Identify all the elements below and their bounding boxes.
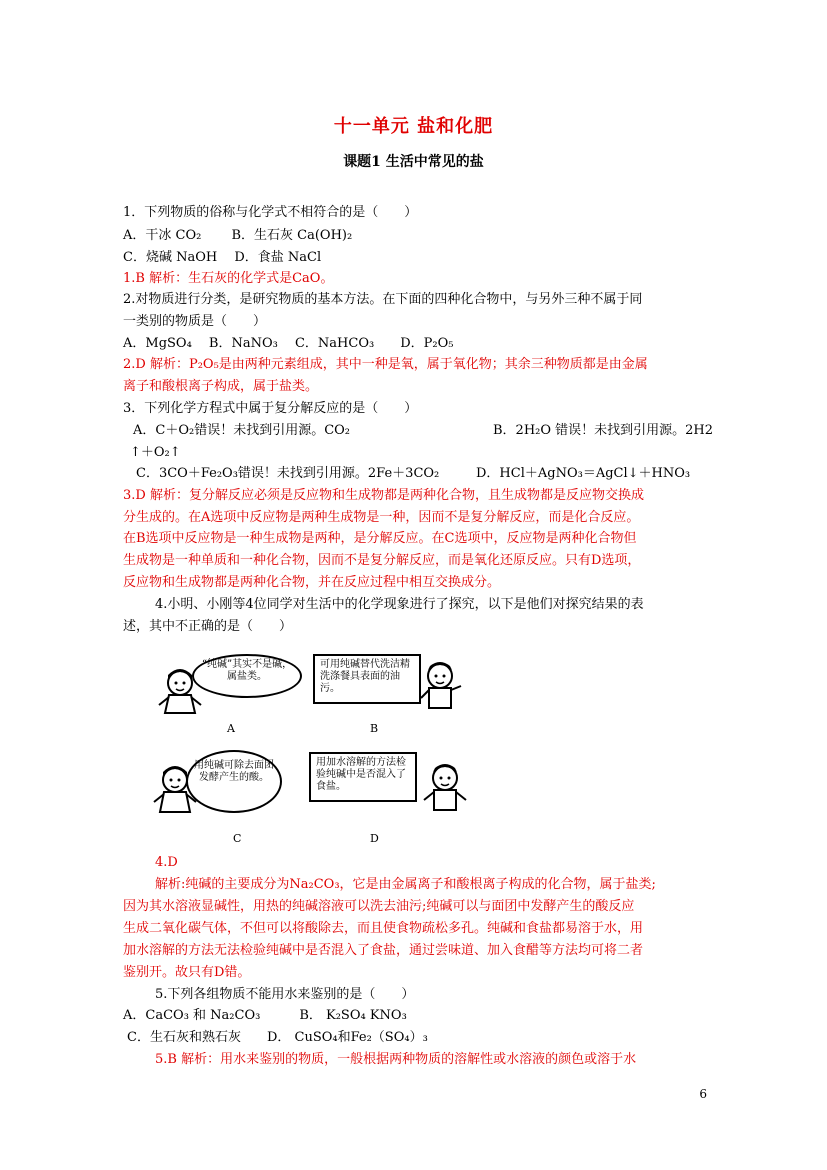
q4-stem-1: 4.小明、小刚等4位同学对生活中的化学现象进行了探究，以下是他们对探究结果的表 (155, 597, 644, 612)
q4-answer-5: 鉴别开。故只有D错。 (123, 965, 251, 980)
q2-answer-1: 2.D 解析：P₂O₅是由两种元素组成，其中一种是氧，属于氧化物；其余三种物质都是由金属 (123, 357, 648, 372)
q4-stem-2: 述，其中不正确的是（ ） (123, 619, 293, 634)
q1-answer: 1.B 解析：生石灰的化学式是CaO。 (123, 271, 334, 286)
q3-option-b-cont: ↑＋O₂↑ (130, 445, 181, 460)
q3-option-b: B．2H₂O 错误！未找到引用源。2H2 (493, 423, 714, 438)
q2-stem-2: 一类别的物质是（ ） (123, 314, 267, 329)
speech-bubble-d: 用加水溶解的方法检验纯碱中是否混入了食盐。 (309, 752, 417, 802)
figure-label-c: C (233, 832, 242, 845)
q4-answer-0: 4.D (155, 855, 178, 870)
q4-answer-4: 加水溶解的方法无法检验纯碱中是否混入了食盐，通过尝味道、加入食醋等方法均可将二者 (123, 943, 644, 958)
q4-answer-3: 生成二氧化碳气体，不但可以将酸除去，而且使食物疏松多孔。纯碱和食盐都易溶于水，用 (123, 921, 644, 936)
figure-label-b: B (370, 722, 379, 735)
q3-option-d: D．HCl＋AgNO₃＝AgCl↓＋HNO₃ (476, 466, 691, 481)
q3-stem: 3．下列化学方程式中属于复分解反应的是（ ） (123, 401, 418, 416)
q3-option-c: C．3CO＋Fe₂O₃错误！未找到引用源。2Fe＋3CO₂ (136, 466, 440, 481)
q3-answer-5: 反应物和生成物都是两种化合物，并在反应过程中相互交换成分。 (123, 575, 501, 590)
q5-stem: 5.下列各组物质不能用水来鉴别的是（ ） (155, 987, 415, 1002)
boy-figure-b-icon (415, 658, 465, 710)
q4-answer-2: 因为其水溶液显碱性，用热的纯碱溶液可以洗去油污;纯碱可以与面团中发酵产生的酸反应 (123, 899, 635, 914)
speech-bubble-b: 可用纯碱替代洗洁精洗涤餐具表面的油污。 (313, 654, 421, 704)
speech-bubble-a: “纯碱”其实不是碱，属盐类。 (192, 654, 302, 698)
unit-title: 十一单元 盐和化肥 (333, 116, 494, 137)
q5-options-cd: C．生石灰和熟石灰 D． CuSO₄和Fe₂（SO₄）₃ (127, 1030, 428, 1045)
q1-options-cd: C．烧碱 NaOH D．食盐 NaCl (123, 250, 322, 265)
q3-answer-1: 3.D 解析：复分解反应必须是反应物和生成物都是两种化合物，且生成物都是反应物交换成 (123, 488, 644, 503)
q3-answer-3: 在B选项中反应物是一种生成物是两种，是分解反应。在C选项中，反应物是两种化合物但 (123, 531, 637, 546)
page-number: 6 (699, 1087, 707, 1101)
figure-label-d: D (370, 832, 379, 845)
q5-options-ab: A．CaCO₃ 和 Na₂CO₃ B． K₂SO₄ KNO₃ (123, 1008, 407, 1023)
q1-options-ab: A．干冰 CO₂ B．生石灰 Ca(OH)₂ (123, 228, 353, 243)
q2-stem-1: 2.对物质进行分类，是研究物质的基本方法。在下面的四种化合物中，与另外三种不属于同 (123, 292, 643, 307)
figure-label-a: A (227, 722, 235, 735)
q3-option-a: A．C＋O₂错误！未找到引用源。CO₂ (133, 423, 351, 438)
q4-answer-1: 解析:纯碱的主要成分为Na₂CO₃，它是由金属离子和酸根离子构成的化合物，属于盐类; (155, 877, 656, 892)
q2-answer-2: 离子和酸根离子构成，属于盐类。 (123, 379, 319, 394)
boy-figure-d-icon (420, 760, 470, 812)
lesson-subtitle: 课题1 生活中常见的盐 (343, 154, 484, 170)
speech-bubble-c: 用纯碱可除去面团发酵产生的酸。 (186, 750, 282, 813)
q3-answer-2: 分生成的。在A选项中反应物是两种生成物是一种，因而不是复分解反应，而是化合反应。 (123, 510, 640, 525)
q1-stem: 1．下列物质的俗称与化学式不相符合的是（ ） (123, 205, 418, 220)
q2-options: A．MgSO₄ B．NaNO₃ C．NaHCO₃ D．P₂O₅ (123, 336, 454, 351)
q5-answer-1: 5.B 解析：用水来鉴别的物质，一般根据两种物质的溶解性或水溶液的颜色或溶于水 (155, 1052, 637, 1067)
q3-answer-4: 生成物是一种单质和一种化合物，因而不是复分解反应，而是氧化还原反应。只有D选项， (123, 553, 641, 568)
